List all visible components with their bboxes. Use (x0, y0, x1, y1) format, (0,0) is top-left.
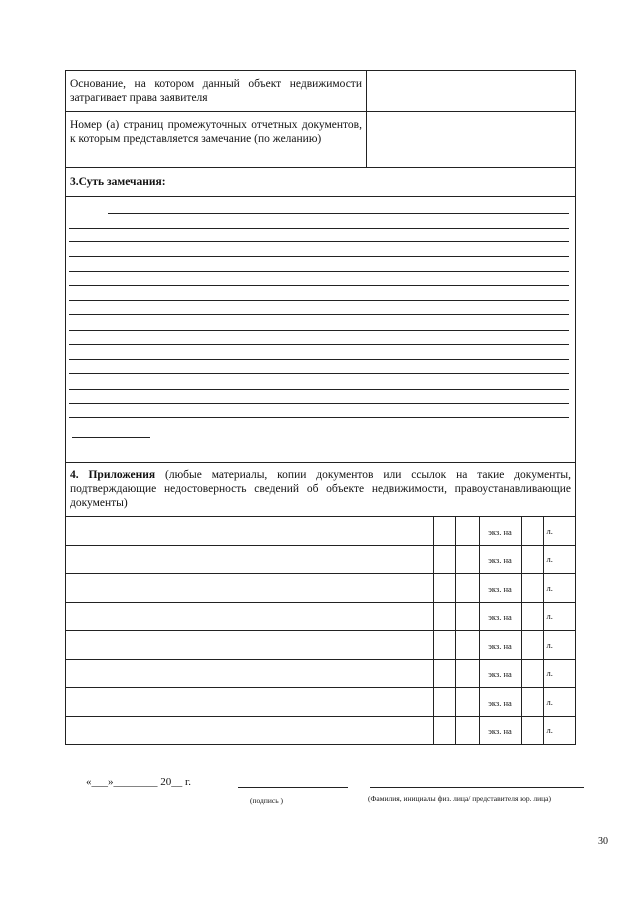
attachment-copies-label: экз. на (479, 545, 521, 574)
attachment-copies-count-cell[interactable] (521, 602, 543, 631)
remark-lines-area[interactable] (66, 197, 575, 463)
section4-description: (любые материалы, копии документов или ссылок на такие документы, подтверждающие недостоверность сведений об объекте недвижимости, правоустанавливающие документы) (70, 469, 571, 509)
remark-line (69, 373, 569, 374)
attachment-cell-b[interactable] (455, 631, 479, 660)
attachment-cell-a[interactable] (433, 659, 455, 688)
attachment-cell-b[interactable] (455, 659, 479, 688)
remark-line (72, 437, 150, 438)
remark-line (69, 344, 569, 345)
application-form (65, 70, 576, 745)
attachment-cell-b[interactable] (455, 545, 479, 574)
attachment-sheets-label: л. (543, 602, 575, 631)
attachment-cell-a[interactable] (433, 602, 455, 631)
remark-line (69, 359, 569, 360)
attachment-description-cell[interactable] (66, 631, 433, 660)
attachment-row (66, 517, 575, 545)
attachment-description-cell[interactable] (66, 545, 433, 574)
attachment-copies-label: экз. на (479, 574, 521, 603)
attachment-cell-b[interactable] (455, 602, 479, 631)
attachment-copies-count-cell[interactable] (521, 659, 543, 688)
attachments-table (66, 517, 575, 744)
attachment-row (66, 631, 575, 660)
attachment-cell-a[interactable] (433, 574, 455, 603)
attachment-sheets-label: л. (543, 545, 575, 574)
attachment-description-cell[interactable] (66, 659, 433, 688)
attachment-row (66, 688, 575, 717)
attachment-copies-count-cell[interactable] (521, 716, 543, 744)
remark-line (69, 285, 569, 286)
name-caption: (Фамилия, инициалы физ. лица/ представителя юр. лица) (368, 794, 551, 803)
remark-line (69, 417, 569, 418)
attachment-row (66, 602, 575, 631)
attachment-description-cell[interactable] (66, 602, 433, 631)
date-field[interactable]: «___»________ 20__ г. (86, 776, 192, 788)
attachment-copies-label: экз. на (479, 716, 521, 744)
remark-line (69, 389, 569, 390)
attachment-cell-a[interactable] (433, 631, 455, 660)
attachment-description-cell[interactable] (66, 688, 433, 717)
attachment-copies-label: экз. на (479, 602, 521, 631)
attachment-description-cell[interactable] (66, 517, 433, 545)
remark-line (69, 300, 569, 301)
pages-value-field[interactable] (367, 112, 575, 167)
basis-value-field[interactable] (367, 71, 575, 111)
attachment-copies-count-cell[interactable] (521, 517, 543, 545)
remark-line (69, 256, 569, 257)
attachment-cell-b[interactable] (455, 574, 479, 603)
pages-label: Номер (а) страниц промежуточных отчетных документов, к которым представляется замечание (по желанию) (66, 112, 367, 167)
attachment-cell-a[interactable] (433, 545, 455, 574)
attachment-copies-label: экз. на (479, 517, 521, 545)
remark-line (69, 314, 569, 315)
attachment-copies-count-cell[interactable] (521, 545, 543, 574)
attachment-row (66, 716, 575, 744)
attachment-cell-a[interactable] (433, 688, 455, 717)
remark-line (69, 228, 569, 229)
basis-label: Основание, на котором данный объект недвижимости затрагивает права заявителя (66, 71, 367, 111)
pages-row (66, 112, 575, 168)
attachment-copies-label: экз. на (479, 631, 521, 660)
attachment-cell-a[interactable] (433, 517, 455, 545)
attachment-sheets-label: л. (543, 517, 575, 545)
remark-line (108, 213, 569, 214)
remark-line (69, 403, 569, 404)
remark-line (69, 271, 569, 272)
attachment-description-cell[interactable] (66, 574, 433, 603)
attachment-copies-count-cell[interactable] (521, 631, 543, 660)
attachment-description-cell[interactable] (66, 716, 433, 744)
attachment-cell-b[interactable] (455, 688, 479, 717)
basis-row (66, 71, 575, 112)
attachment-sheets-label: л. (543, 659, 575, 688)
attachment-copies-label: экз. на (479, 659, 521, 688)
attachment-sheets-label: л. (546, 725, 553, 736)
section3-title: 3.Суть замечания: (66, 168, 575, 197)
attachment-sheets-label: л. (543, 631, 575, 660)
name-line[interactable] (370, 787, 584, 788)
remark-line (69, 330, 569, 331)
attachment-copies-count-cell[interactable] (521, 574, 543, 603)
attachment-copies-count-cell[interactable] (521, 688, 543, 717)
attachment-row (66, 659, 575, 688)
page-number: 30 (598, 836, 608, 847)
attachment-copies-label: экз. на (479, 688, 521, 717)
signature-line[interactable] (238, 787, 348, 788)
remark-line (69, 241, 569, 242)
attachment-cell-b[interactable] (455, 716, 479, 744)
attachment-row (66, 574, 575, 603)
attachment-sheets-label: л. (543, 688, 575, 717)
signature-caption: (подпись ) (250, 796, 284, 805)
section4-title: 4. Приложения (70, 469, 156, 481)
section4-header (66, 463, 575, 517)
attachment-row (66, 545, 575, 574)
attachment-sheets-label: л. (543, 574, 575, 603)
attachment-cell-a[interactable] (433, 716, 455, 744)
attachment-cell-b[interactable] (455, 517, 479, 545)
